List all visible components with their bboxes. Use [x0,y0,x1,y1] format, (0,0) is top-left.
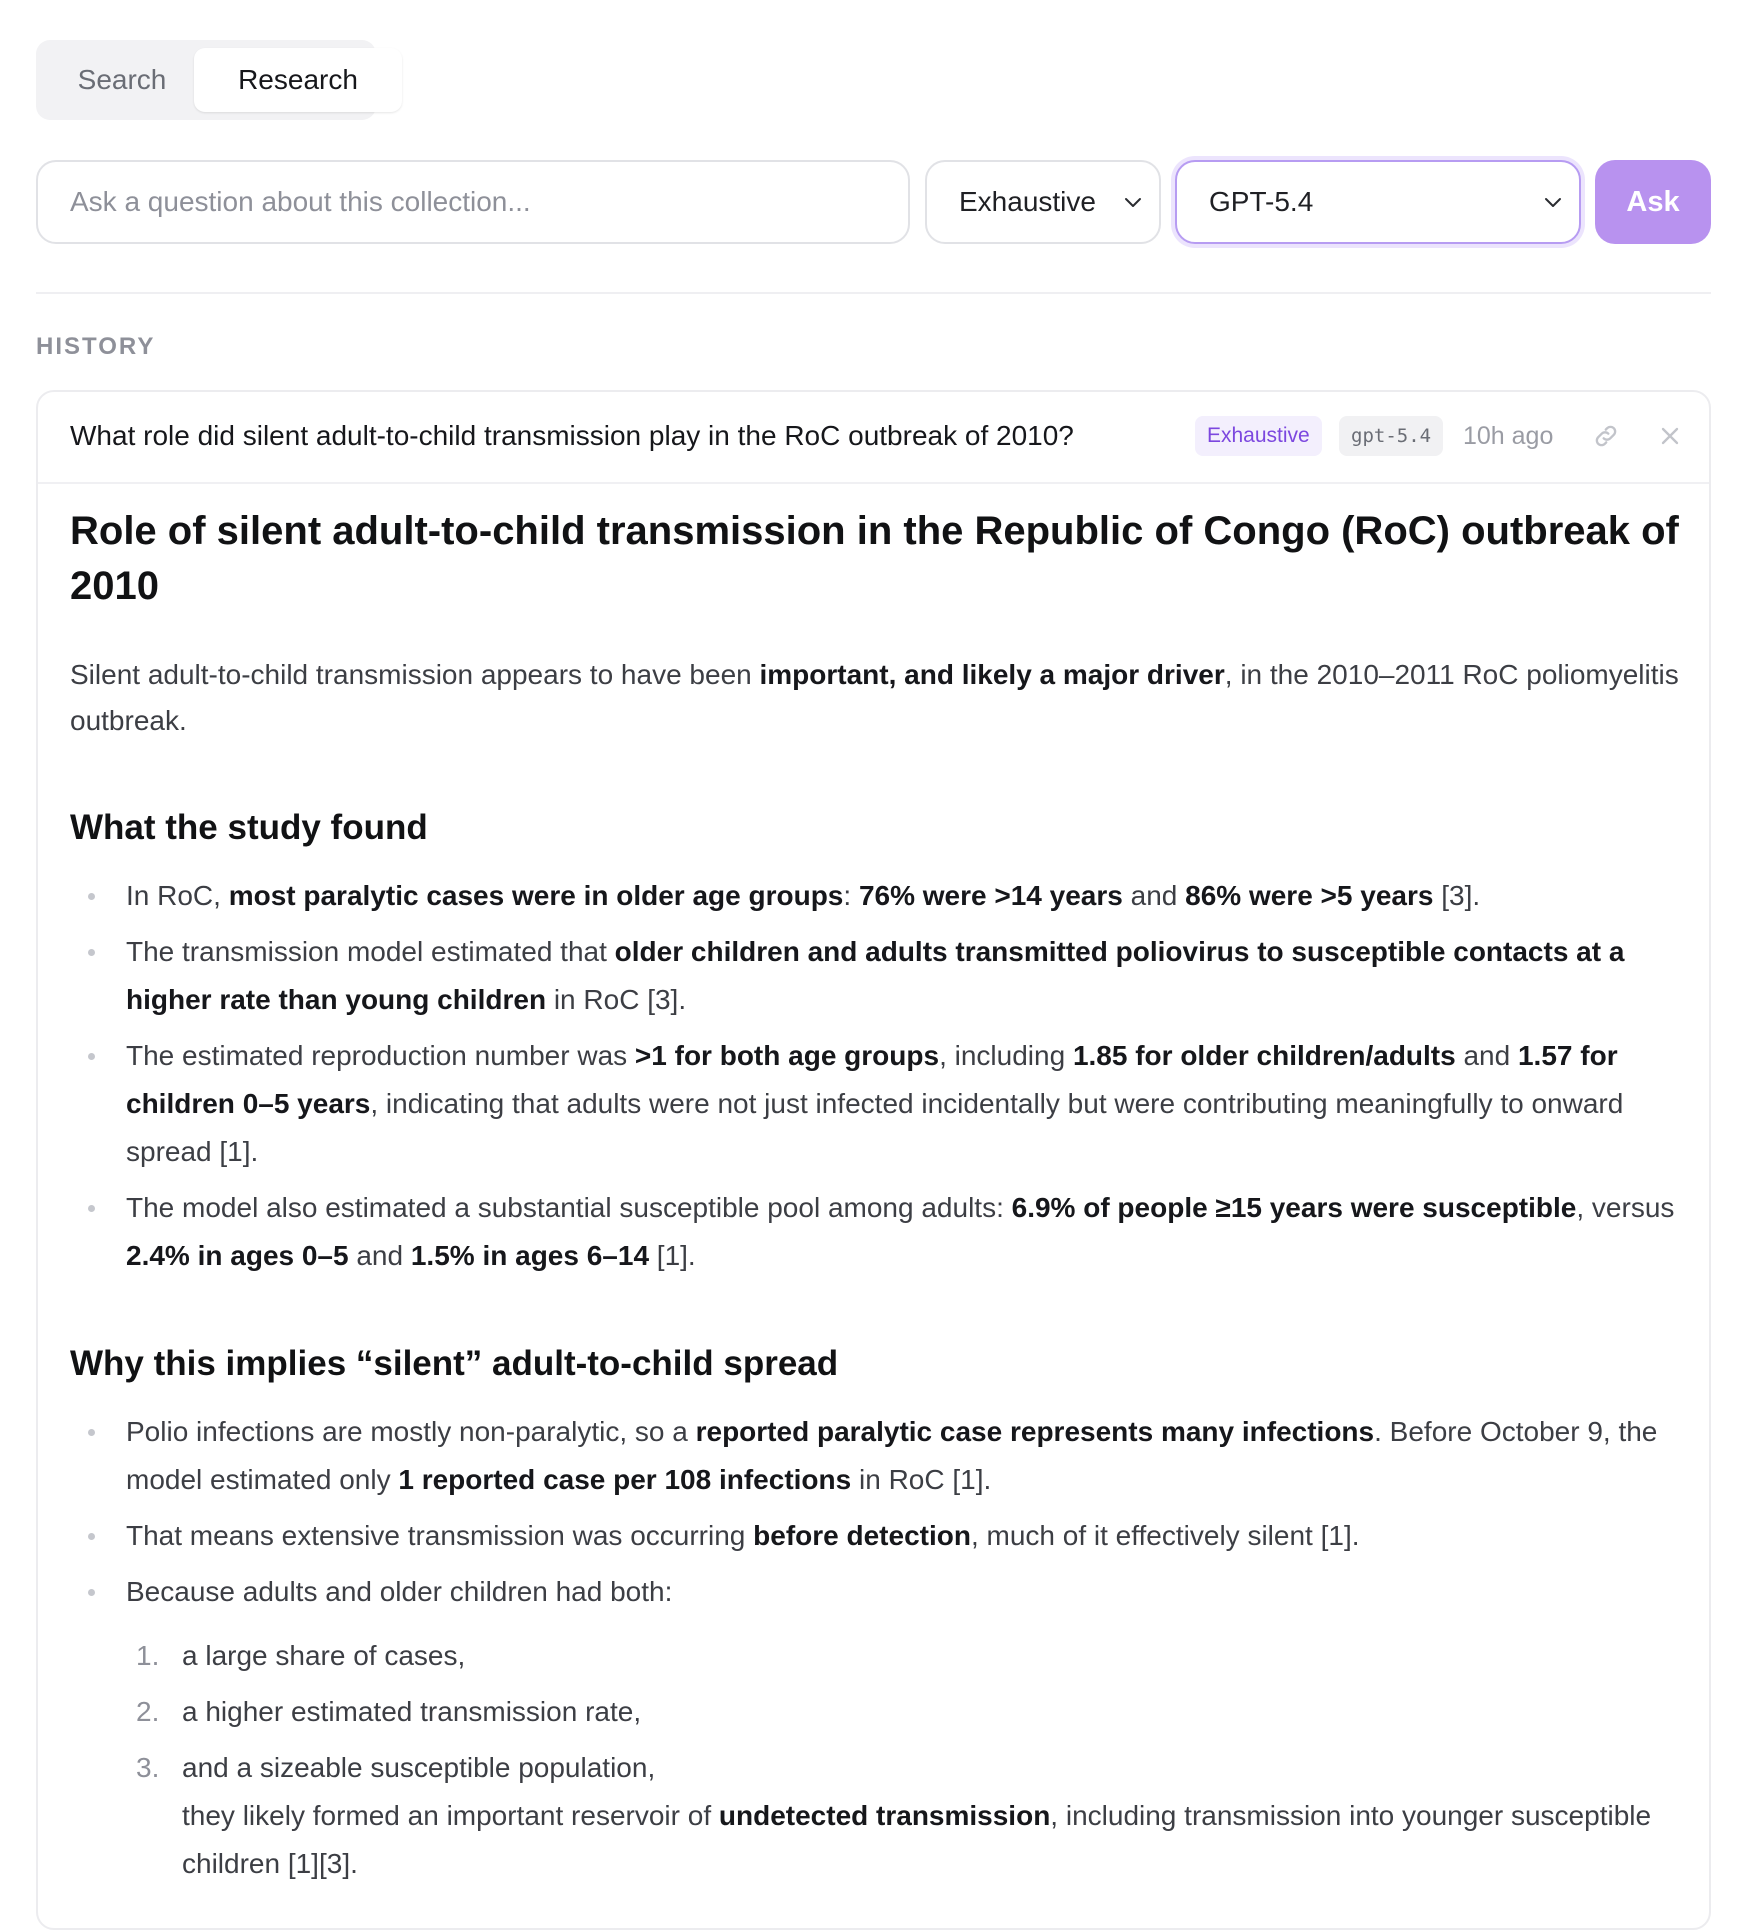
numbered-list [126,1632,1690,1792]
close-icon[interactable] [1656,422,1684,450]
answer-body [70,504,1690,1896]
numbered-continuation: they likely formed an important reservoir of undetected transmission, including transmission into younger susceptible children [1][3]. [182,1800,1652,1879]
list-item: The model also estimated a substantial susceptible pool among adults: 6.9% of people ≥15 years were susceptible, versus 2.4% in ages 0–5 and 1.5% in ages 6–14 [1]. [70,1184,1690,1280]
list-item: That means extensive transmission was occurring before detection, much of it effectively silent [1]. [70,1512,1690,1560]
list-item: The transmission model estimated that older children and adults transmitted poliovirus to susceptible contacts at a higher rate than young children in RoC [3]. [70,928,1690,1024]
link-icon[interactable] [1592,422,1620,450]
tab-search[interactable]: Search [77,64,167,95]
history-item-header[interactable] [38,392,1709,484]
history-question: What role did silent adult-to-child transmission play in the RoC outbreak of 2010? [70,420,1074,451]
mode-toggle [36,40,376,120]
chevron-down-icon [1541,190,1565,214]
model-select[interactable] [1175,160,1581,244]
history-item [36,390,1711,1930]
model-badge: gpt-5.4 [1339,416,1443,456]
ask-button[interactable]: Ask [1595,160,1711,244]
divider [36,292,1711,294]
depth-select-value: Exhaustive [959,186,1096,217]
section-heading: What the study found [70,808,428,847]
numbered-item: 2. a higher estimated transmission rate, [136,1696,642,1727]
list-item: Polio infections are mostly non-paralytic, so a reported paralytic case represents many infections. Before October 9, the model estimated only 1 reported case per 108 infections in RoC [1]. [70,1408,1690,1504]
list-item: The estimated reproduction number was >1 for both age groups, including 1.85 for older children/adults and 1.57 for children 0–5 years, indicating that adults were not just infected incidentally but were contributing meaningfully to onward spread [1]. [70,1032,1690,1176]
question-input[interactable] [36,160,910,244]
implications-list [70,1408,1690,1888]
model-select-value: GPT-5.4 [1209,186,1314,217]
depth-select[interactable] [925,160,1161,244]
timestamp: 10h ago [1463,422,1554,450]
list-item: Because adults and older children had both: 1. a large share of cases, 2. a higher estimated transmission rate, 3. and a sizeable susceptible population, they likely formed an important reservoir of undetected transmission, including transmission into younger susceptible children [1][3]. [70,1568,1690,1888]
numbered-item: 3. and a sizeable susceptible population, [136,1752,656,1783]
history-heading: HISTORY [36,333,156,360]
numbered-item: 1. a large share of cases, [136,1640,466,1671]
tab-research[interactable]: Research [194,48,402,112]
chevron-down-icon [1121,190,1145,214]
mode-badge: Exhaustive [1195,416,1322,456]
answer-title: Role of silent adult-to-child transmission in the Republic of Congo (RoC) outbreak of 2010 [70,509,1679,608]
answer-intro: Silent adult-to-child transmission appears to have been important, and likely a major driver, in the 2010–2011 RoC poliomyelitis outbreak. [70,659,1679,736]
findings-list [70,872,1690,1280]
section-heading: Why this implies “silent” adult-to-child spread [70,1344,839,1383]
list-item: In RoC, most paralytic cases were in older age groups: 76% were >14 years and 86% were >5 years [3]. [70,872,1690,920]
